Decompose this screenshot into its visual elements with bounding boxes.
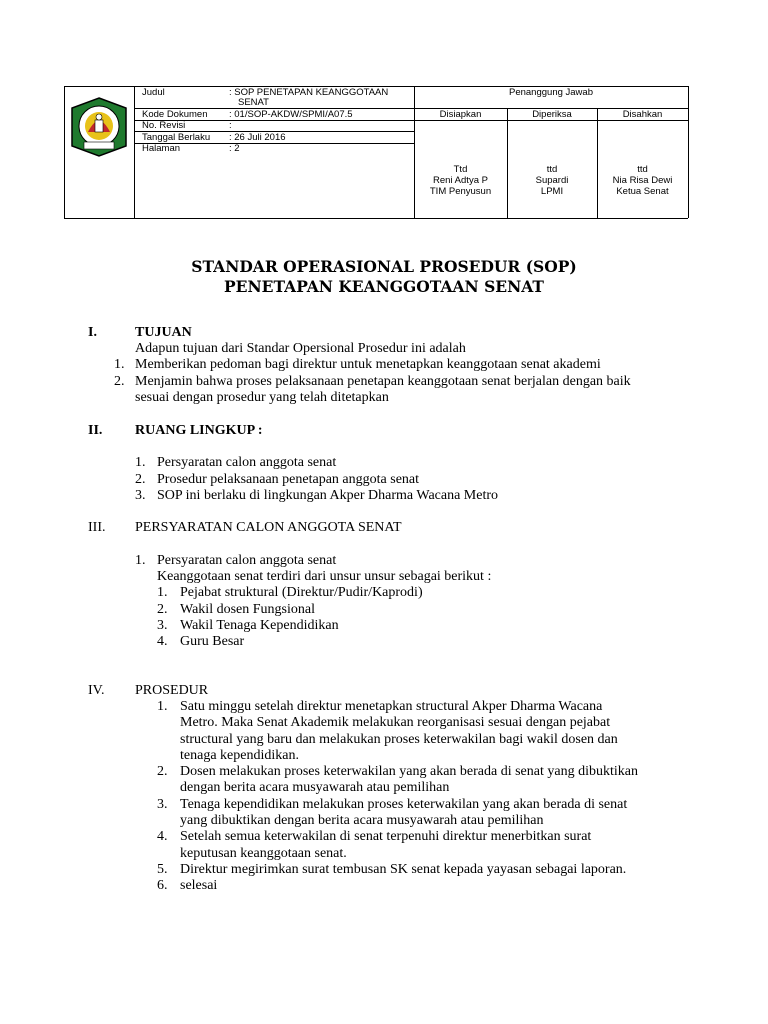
list-item: Menjamin bahwa proses pelaksanaan penetapan keanggotaan senat berjalan dengan baik [135,374,631,389]
section-heading: RUANG LINGKUP : [135,423,263,438]
list-number: 1. [114,357,125,372]
signatory-role: LPMI [540,186,564,197]
list-item: Satu minggu setelah direktur menetapkan structural Akper Dharma Wacana [180,699,603,714]
field-label-revisi: No. Revisi [142,120,186,131]
list-item-cont: structural yang baru dan melakukan proses keterwakilan bagi wakil dosen dan [180,732,618,747]
list-number: 1. [157,585,168,600]
signatory-name: Reni Adtya P [433,175,488,186]
list-item: SOP ini berlaku di lingkungan Akper Dharma Wacana Metro [157,488,499,503]
field-value-judul-cont: SENAT [238,97,269,108]
field-label-tanggal: Tanggal Berlaku [142,132,211,143]
list-number: 4. [157,634,168,649]
field-value-judul: : SOP PENETAPAN KEANGGOTAAN [229,87,389,98]
section-number: IV. [88,683,105,698]
list-number: 2. [114,374,125,389]
section-number: II. [88,423,103,438]
signatory-name: Supardi [535,175,569,186]
list-number: 4. [157,829,168,844]
list-item-cont: yang dibuktikan dengan berita acara musyawarah atau pemilihan [180,813,544,828]
field-label-judul: Judul [142,87,165,98]
section-heading: PROSEDUR [135,683,209,698]
list-number: 1. [135,553,146,568]
list-item: Wakil Tenaga Kependidikan [180,618,339,633]
list-item: Prosedur pelaksanaan penetapan anggota senat [157,472,420,487]
list-item: Setelah semua keterwakilan di senat terpenuhi direktur menerbitkan surat [180,829,592,844]
col-heading-diperiksa: Diperiksa [532,109,572,120]
list-item: Wakil dosen Fungsional [180,602,315,617]
penanggung-jawab-heading: Penanggung Jawab [509,87,593,98]
signatory-name: Nia Risa Dewi [612,175,673,186]
list-number: 5. [157,862,168,877]
section-intro: Adapun tujuan dari Standar Opersional Prosedur ini adalah [135,341,466,356]
section-number: I. [88,325,97,340]
list-item: Dosen melakukan proses keterwakilan yang akan berada di senat yang dibuktikan [180,764,638,779]
signature-ttd: ttd [546,164,558,175]
signature-ttd: ttd [637,164,648,175]
field-value-halaman: : 2 [229,143,240,154]
list-item: Direktur megirimkan surat tembusan SK senat kepada yayasan sebagai laporan. [180,862,627,877]
list-item: Persyaratan calon anggota senat [157,455,337,470]
signatory-role: TIM Penyusun [429,186,492,197]
list-item: Persyaratan calon anggota senat [157,553,337,568]
field-label-halaman: Halaman [142,143,181,154]
list-item-cont: keputusan keanggotaan senat. [180,846,347,861]
list-number: 2. [135,472,146,487]
list-item: Pejabat struktural (Direktur/Pudir/Kaprodi) [180,585,423,600]
list-item: Guru Besar [180,634,245,649]
list-number: 6. [157,878,168,893]
list-item-cont: dengan berita acara musyawarah atau pemilihan [180,780,450,795]
list-number: 2. [157,764,168,779]
list-number: 1. [157,699,168,714]
list-item-cont: sesuai dengan prosedur yang telah ditetapkan [135,390,389,405]
list-item: Memberikan pedoman bagi direktur untuk menetapkan keanggotaan senat akademi [135,357,601,372]
document-title: STANDAR OPERASIONAL PROSEDUR (SOP) [191,257,577,276]
list-number: 2. [157,602,168,617]
field-label-kode: Kode Dokumen [142,109,208,120]
list-item-cont: Metro. Maka Senat Akademik melakukan reorganisasi sesuai dengan pejabat [180,715,611,730]
institution-logo [68,96,130,158]
section-heading: TUJUAN [135,325,192,340]
list-item: Tenaga kependidikan melakukan proses keterwakilan yang akan berada di senat [180,797,628,812]
field-value-kode: : 01/SOP-AKDW/SPMI/A07.5 [229,109,353,120]
signatory-role: Ketua Senat [616,186,669,197]
list-number: 3. [157,618,168,633]
col-heading-disiapkan: Disiapkan [439,109,482,120]
field-value-revisi: : [229,120,232,131]
sub-intro: Keanggotaan senat terdiri dari unsur unsur sebagai berikut : [157,569,492,584]
signature-ttd: Ttd [453,164,468,175]
section-number: III. [88,520,106,535]
list-number: 3. [135,488,146,503]
list-number: 1. [135,455,146,470]
section-heading: PERSYARATAN CALON ANGGOTA SENAT [135,520,402,535]
document-subtitle: PENETAPAN KEANGGOTAAN SENAT [224,277,544,296]
list-item: selesai [180,878,218,893]
field-value-tanggal: : 26 Juli 2016 [229,132,286,143]
list-number: 3. [157,797,168,812]
list-item-cont: tenaga kependidikan. [180,748,299,763]
col-heading-disahkan: Disahkan [622,109,663,120]
